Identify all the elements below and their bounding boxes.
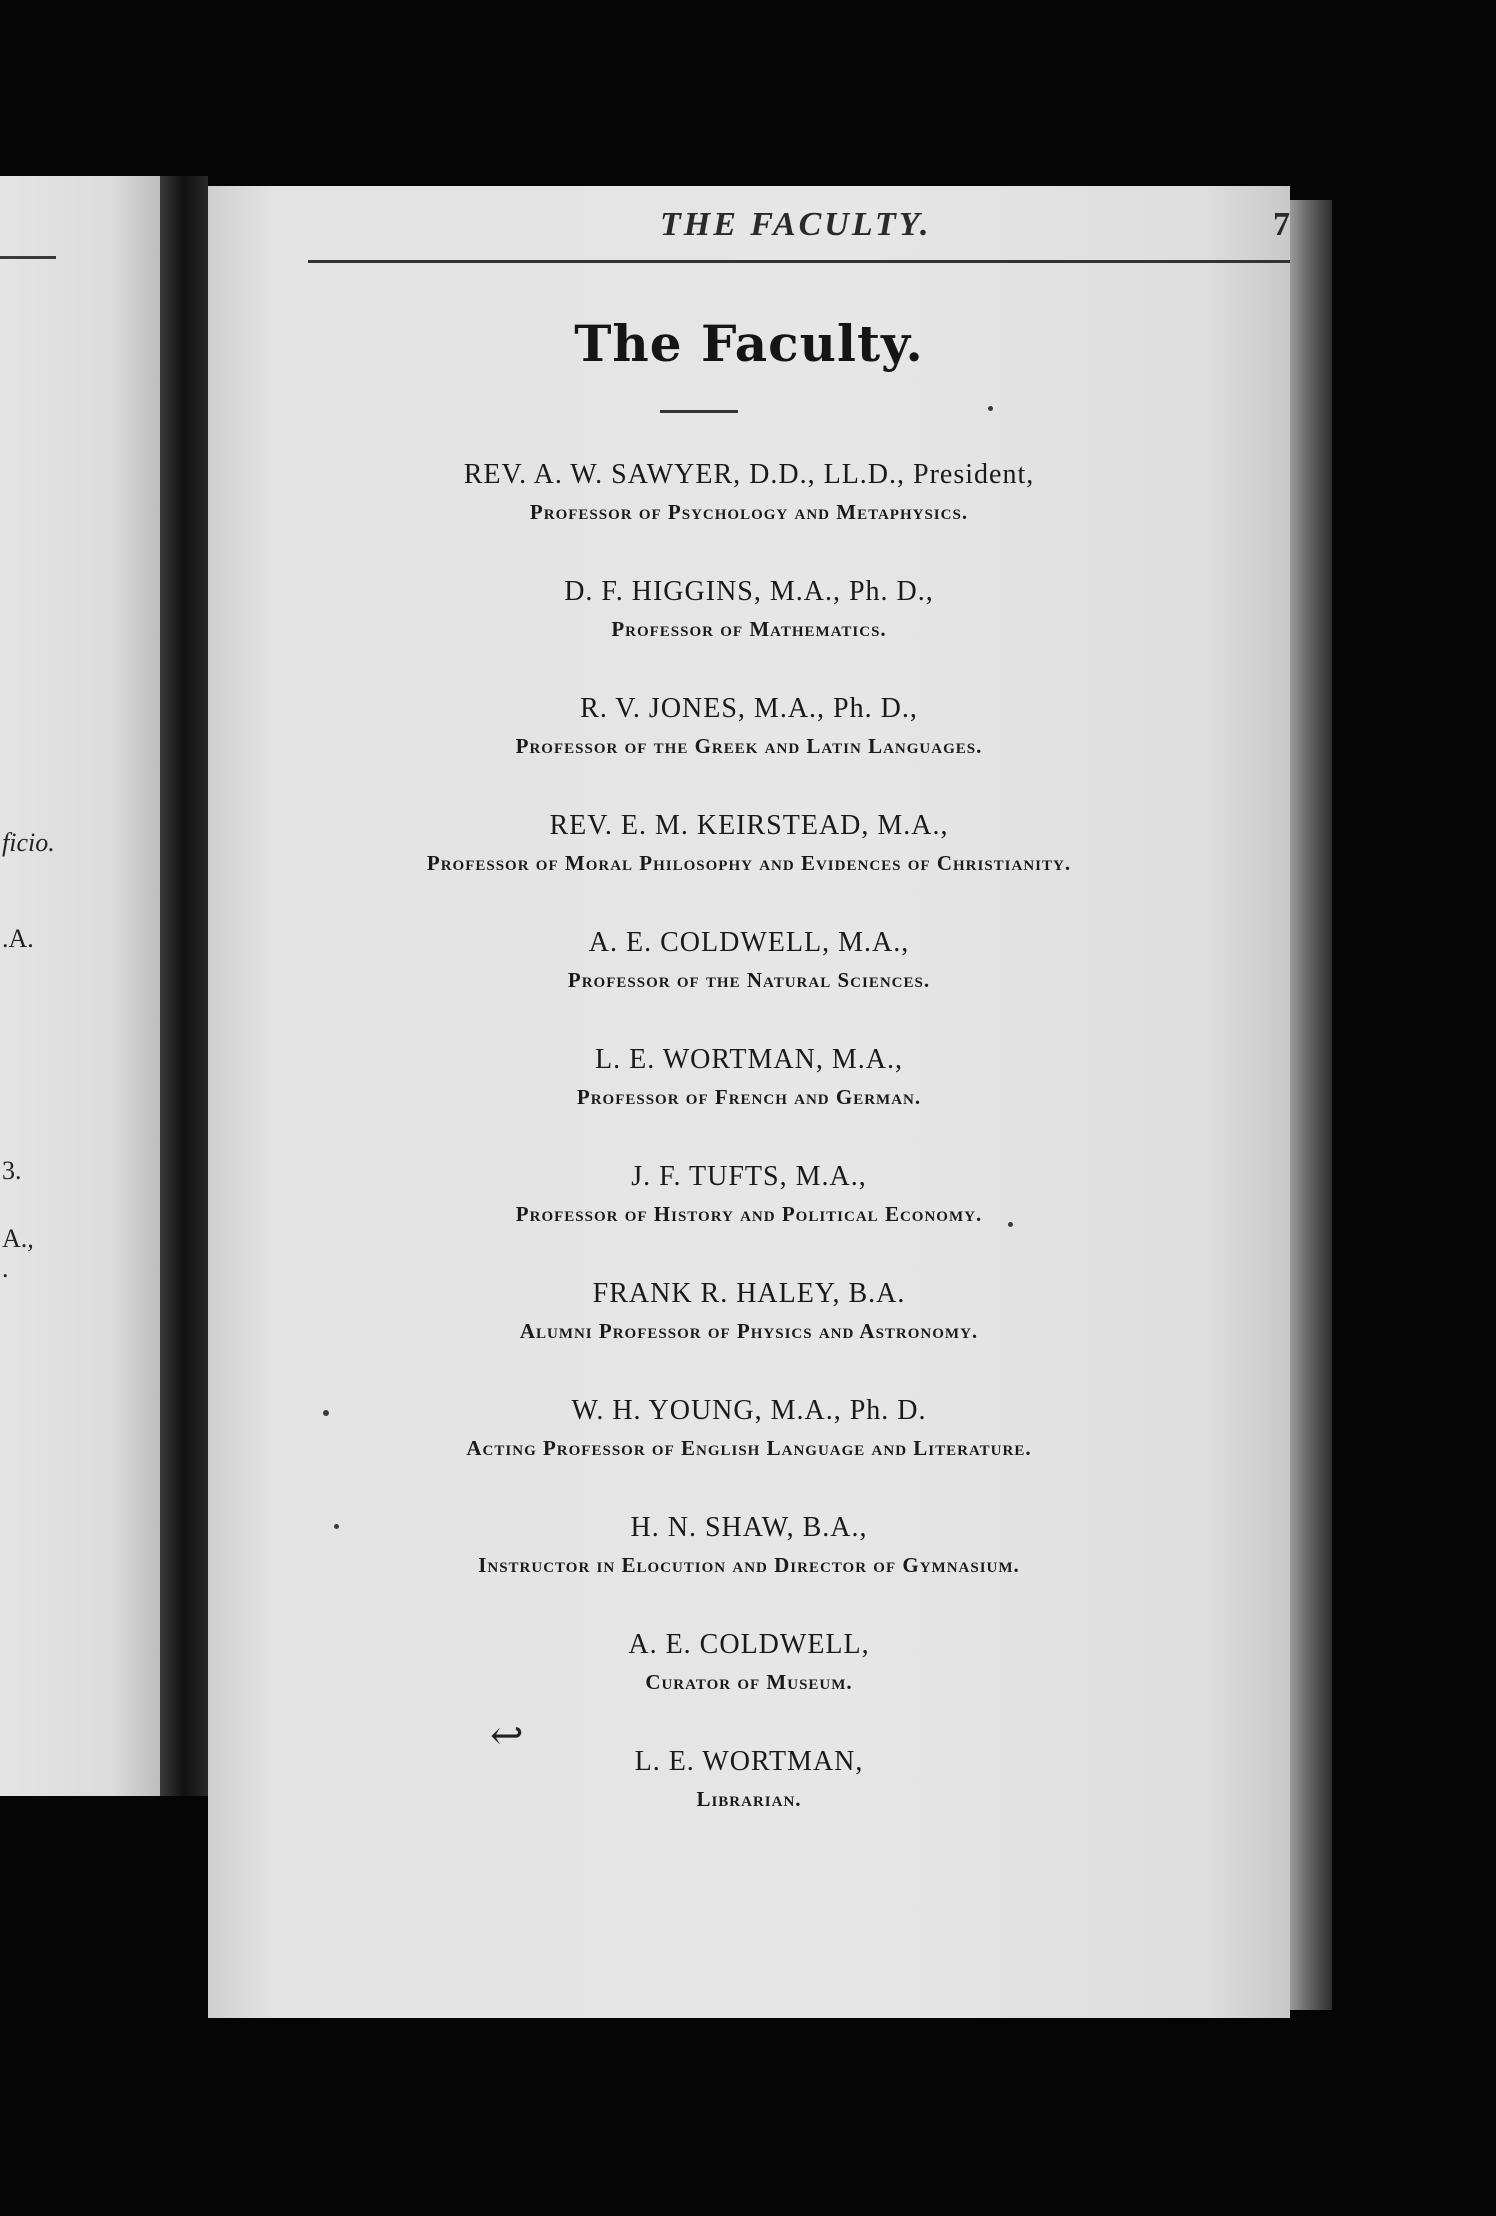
faculty-name: H. N. SHAW, B.A., — [630, 1512, 868, 1543]
faculty-entry — [208, 1392, 1290, 1509]
scan-speck — [334, 1524, 339, 1529]
running-head — [308, 198, 1298, 263]
left-fragment-1: ficio. — [2, 828, 55, 857]
page-number: 7 — [1273, 206, 1290, 243]
ink-mark: ↩ — [490, 1713, 524, 1758]
page-stack-edge — [1290, 200, 1332, 2010]
faculty-entry — [208, 1158, 1290, 1275]
faculty-list — [208, 456, 1290, 1860]
faculty-entry — [208, 456, 1290, 573]
faculty-name: REV. A. W. SAWYER, D.D., LL.D., President, — [463, 459, 1035, 490]
faculty-title: Professor of the Natural Sciences. — [567, 968, 931, 992]
left-page-fragment — [0, 176, 160, 1796]
faculty-title: Professor of History and Political Economy. — [515, 1202, 983, 1226]
faculty-entry — [208, 1509, 1290, 1626]
faculty-name: R. V. JONES, M.A., Ph. D., — [580, 693, 918, 724]
left-fragment-4: A., — [2, 1224, 34, 1253]
book-gutter — [160, 176, 208, 1796]
faculty-title: Acting Professor of English Language and Literature. — [466, 1436, 1032, 1460]
faculty-name: FRANK R. HALEY, B.A. — [592, 1278, 906, 1309]
scan-speck — [988, 406, 993, 411]
faculty-name: L. E. WORTMAN, — [634, 1746, 864, 1777]
faculty-title: Professor of Moral Philosophy and Evidences of Christianity. — [426, 851, 1072, 875]
faculty-title: Professor of French and German. — [576, 1085, 922, 1109]
left-fragment-5: . — [2, 1254, 9, 1283]
faculty-name: A. E. COLDWELL, M.A., — [588, 927, 910, 958]
scan-speck — [323, 1410, 329, 1416]
main-page — [208, 186, 1290, 2018]
faculty-entry — [208, 1275, 1290, 1392]
running-head-title: THE FACULTY. — [660, 206, 932, 243]
faculty-name: REV. E. M. KEIRSTEAD, M.A., — [549, 810, 949, 841]
faculty-name: A. E. COLDWELL, — [628, 1629, 870, 1660]
faculty-entry — [208, 1041, 1290, 1158]
faculty-name: J. F. TUFTS, M.A., — [631, 1161, 867, 1192]
faculty-entry — [208, 807, 1290, 924]
page-heading: The Faculty. — [574, 314, 924, 373]
faculty-title: Instructor in Elocution and Director of Gymnasium. — [478, 1553, 1020, 1577]
faculty-entry — [208, 924, 1290, 1041]
faculty-entry — [208, 1626, 1290, 1743]
faculty-name: D. F. HIGGINS, M.A., Ph. D., — [564, 576, 934, 607]
left-fragment-2: .A. — [2, 924, 34, 953]
faculty-name: L. E. WORTMAN, M.A., — [595, 1044, 903, 1075]
faculty-title: Professor of Mathematics. — [611, 617, 887, 641]
faculty-entry — [208, 573, 1290, 690]
heading-rule — [660, 410, 738, 413]
left-fragment-3: 3. — [2, 1156, 22, 1185]
left-page-rule — [0, 256, 56, 259]
faculty-name: W. H. YOUNG, M.A., Ph. D. — [571, 1395, 927, 1426]
scan-speck — [1008, 1222, 1013, 1227]
faculty-title: Professor of the Greek and Latin Languages. — [515, 734, 983, 758]
faculty-title: Professor of Psychology and Metaphysics. — [529, 500, 969, 524]
faculty-entry — [208, 1743, 1290, 1860]
faculty-entry — [208, 690, 1290, 807]
faculty-title: Curator of Museum. — [645, 1670, 853, 1694]
faculty-title: Librarian. — [696, 1787, 802, 1811]
faculty-title: Alumni Professor of Physics and Astronomy. — [519, 1319, 979, 1343]
